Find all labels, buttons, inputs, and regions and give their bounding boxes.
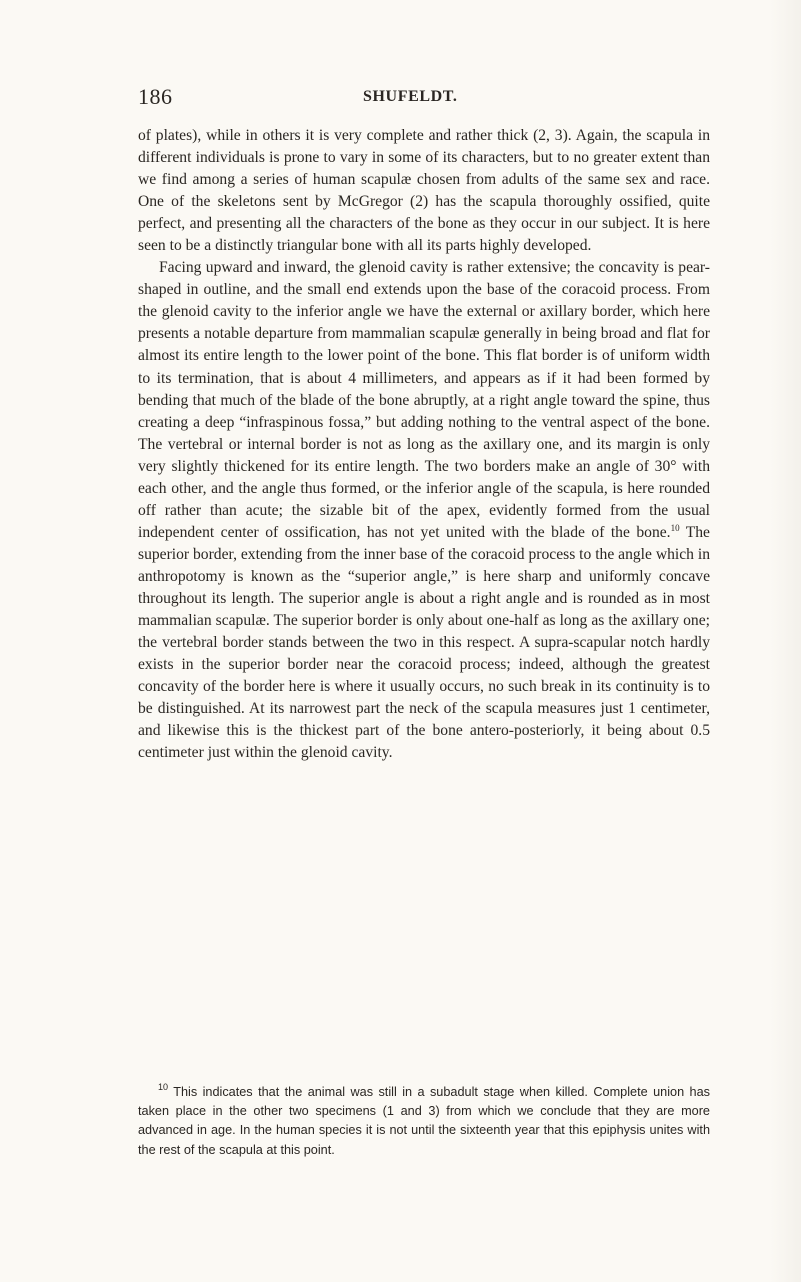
paragraph-2 (138, 257, 710, 764)
paragraph-2-text-after-ref: The superior border, extending from the inner base of the coracoid process to the angle which in anthropotomy is known as the “superior angle,” is here sharp and uniformly concave throughout its length. The superior angle is about a right angle and is rounded as in most mammalian scapulæ. The superior border is only about one-half as long as the axillary one; the vertebral border stands between the two in this respect. A supra-scapular notch hardly exists in the superior border near the coracoid process; indeed, although the greatest concavity of the border here is where it usually occurs, no such break in its continuity is to be distinguished. At its narrowest part the neck of the scapula measures just 1 centimeter, and likewise this is the thickest part of the bone antero-posteriorly, it being about 0.5 centimeter just within the glenoid cavity. (138, 523, 710, 762)
footnote-10 (138, 1083, 710, 1160)
running-head (138, 84, 708, 112)
page-number: 186 (138, 84, 173, 109)
running-title: SHUFELDT. (363, 88, 458, 105)
paragraph-2-text-before-ref: Facing upward and inward, the glenoid cavity is rather extensive; the concavity is pear-shaped in outline, and the small end extends upon the base of the coracoid process. From the glenoid cavity to the inferior angle we have the external or axillary border, which here presents a notable departure from mammalian scapulæ generally in being broad and flat for almost its entire length to the lower point of the bone. This flat border is of uniform width to its termination, that is about 4 millimeters, and appears as if it had been formed by bending that much of the blade of the bone abruptly, at a right angle toward the spine, thus creating a deep “infraspinous fossa,” but adding nothing to the ventral aspect of the bone. The vertebral or internal border is not as long as the axillary one, and its margin is only very slightly thickened for its entire length. The two borders make an angle of 30° with each other, and the angle thus formed, or the inferior angle of the scapula, is here rounded off rather than acute; the sizable bit of the apex, evidently formed from the usual independent center of ossification, has not yet united with the blade of the bone. (138, 259, 710, 541)
footnotes (138, 1083, 710, 1160)
body-text (138, 125, 710, 764)
footnote-text: This indicates that the animal was still in a subadult stage when killed. Complete union has taken place in the other two specimens (1 and 3) from which we conclude that they are more advanced in age. In the human species it is not until the sixteenth year that this epiphysis unites with the rest of the scapula at this point. (138, 1085, 710, 1157)
paragraph-1: of plates), while in others it is very complete and rather thick (2, 3). Again, the scapula in different individuals is prone to vary in some of its characters, but to no greater extent than we find among a series of human scapulæ chosen from adults of the same sex and race. One of the skeletons sent by McGregor (2) has the scapula thoroughly ossified, quite perfect, and presenting all the characters of the bone as they occur in our subject. It is here seen to be a distinctly triangular bone with all its parts highly developed. (138, 127, 710, 255)
footnote-marker: 10 (158, 1082, 169, 1092)
footnote-reference: 10 (670, 522, 680, 533)
